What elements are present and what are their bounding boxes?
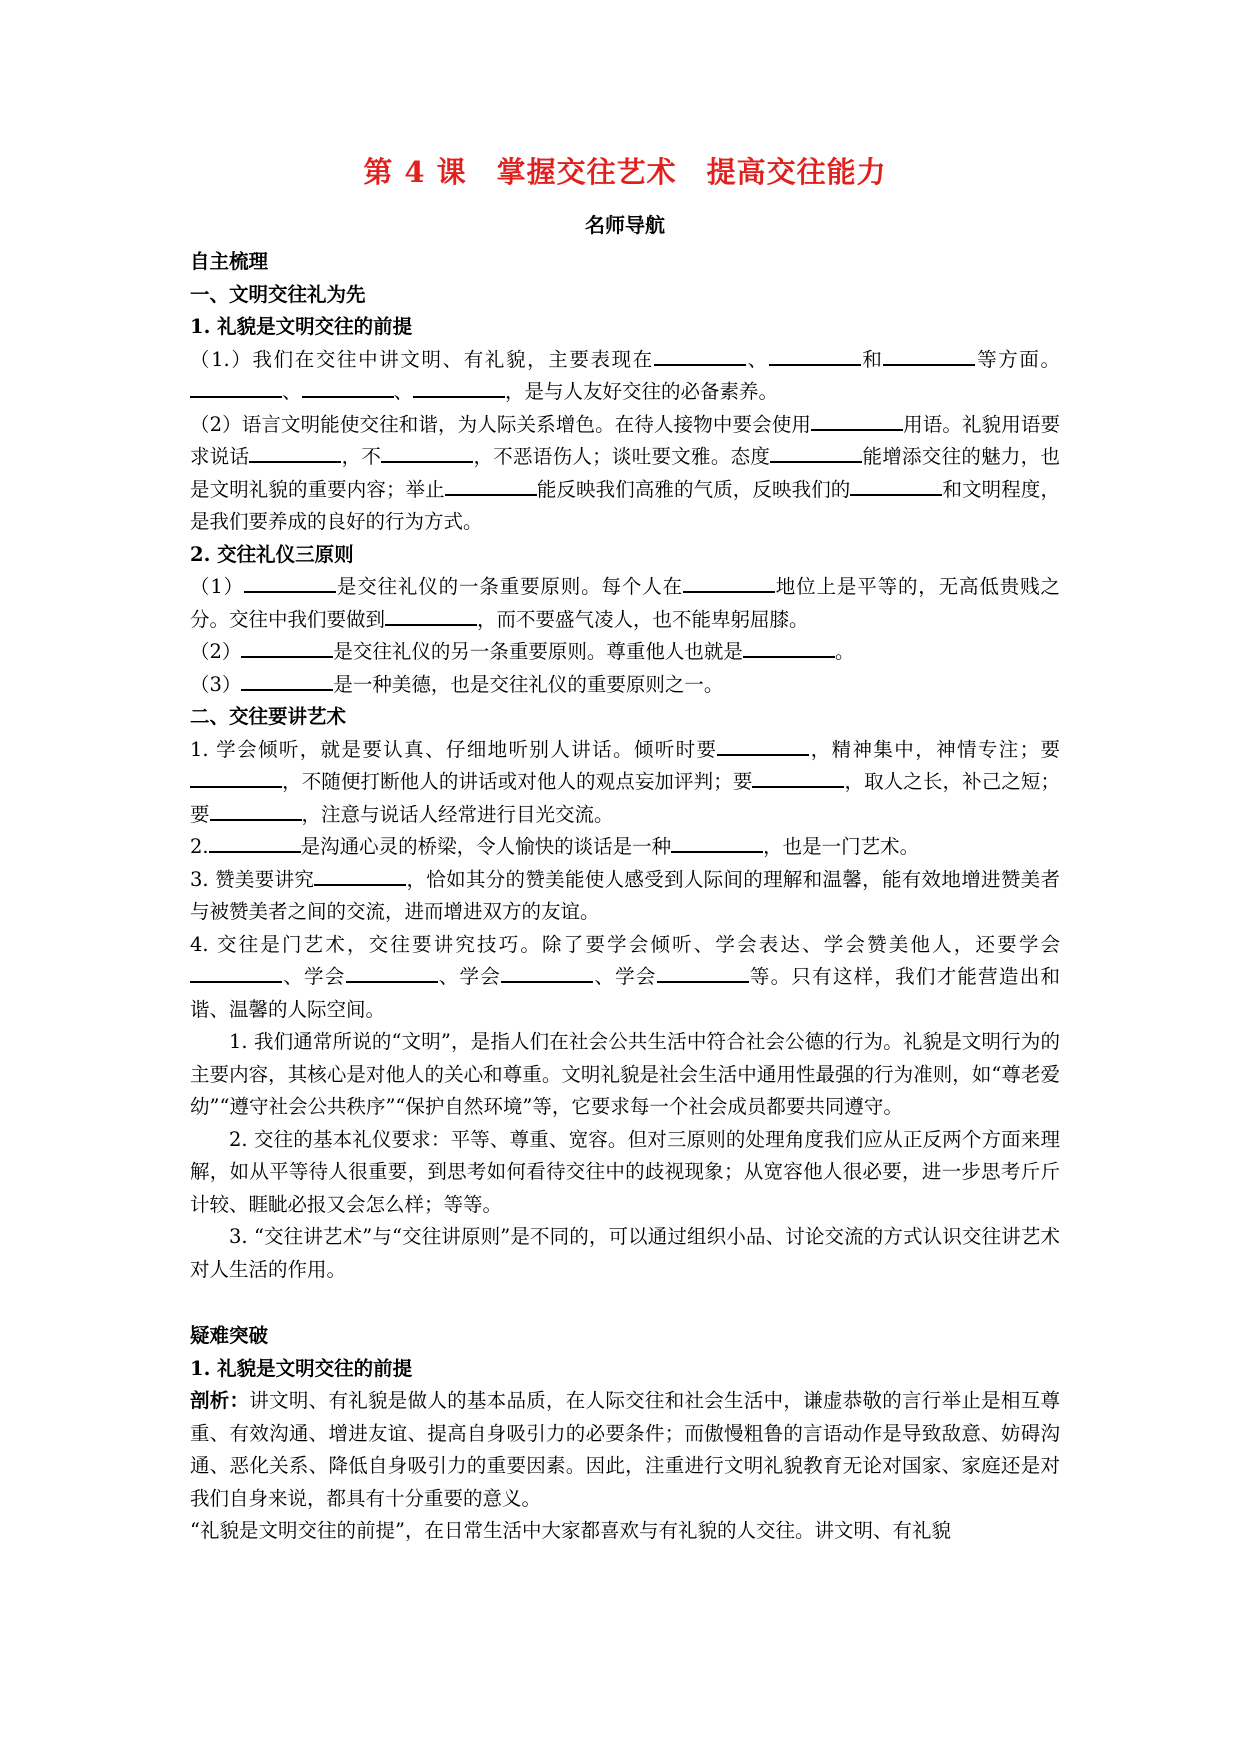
teaching-note-1: 1. 我们通常所说的“文明”，是指人们在社会公共生活中符合社会公德的行为。礼貌是文明行为的主要内容，其核心是对他人的关心和尊重。文明礼貌是社会生活中通用性最强的行为准则，如“尊老爱幼”“遵守社会公共秩序”“保护自然环境”等，它要求每一个社会成员都要共同遵守。 (190, 1030, 1060, 1118)
fill-blank[interactable] (241, 669, 333, 691)
page-subtitle: 名师导航 (585, 213, 665, 237)
fill-blank[interactable] (413, 377, 505, 399)
analysis-text: 讲文明、有礼貌是做人的基本品质，在人际交往和社会生活中，谦虚恭敬的言行举止是相互尊重、有效沟通、增进友谊、提高自身吸引力的必要条件；而傲慢粗鲁的言语动作是导致敌意、妨碍沟通、恶化关系、降低自身吸引力的重要因素。因此，注重进行文明礼貌教育无论对国家、家庭还是对我们自身来说，都具有十分重要的意义。 (190, 1389, 1060, 1510)
fill-blank[interactable] (671, 832, 763, 854)
fill-blank[interactable] (190, 377, 282, 399)
fill-blank[interactable] (385, 604, 477, 626)
document-page (190, 150, 1060, 1548)
fill-blank[interactable] (657, 962, 749, 984)
section-heading-self-study: 自主梳理 (190, 250, 269, 273)
fill-blank[interactable] (717, 734, 809, 756)
paragraph-3-2: 2. 是沟通心灵的桥梁，令人愉快的谈话是一种 ，也是一门艺术。 (190, 831, 1060, 864)
fill-blank[interactable] (209, 832, 301, 854)
fill-blank[interactable] (654, 344, 746, 366)
fill-blank[interactable] (210, 799, 302, 821)
fill-blank[interactable] (302, 377, 394, 399)
paragraph-2-3: （3） 是一种美德，也是交往礼仪的重要原则之一。 (190, 669, 1060, 702)
fill-blank[interactable] (445, 474, 537, 496)
fill-blank[interactable] (346, 962, 438, 984)
teaching-note-3: 3. “交往讲艺术”与“交往讲原则”是不同的，可以通过组织小品、讨论交流的方式认识交往讲艺术对人生活的作用。 (190, 1225, 1060, 1281)
part-heading-1: 一、文明交往礼为先 (190, 282, 366, 306)
subheading-difficulty-1: 1. 礼貌是文明交往的前提 (190, 1356, 413, 1380)
fill-blank[interactable] (743, 637, 835, 659)
fill-blank[interactable] (244, 572, 336, 594)
subheading-1-1: 1. 礼貌是文明交往的前提 (190, 315, 413, 338)
fill-blank[interactable] (770, 442, 862, 464)
section-heading-difficulty: 疑难突破 (190, 1324, 269, 1347)
fill-blank[interactable] (190, 767, 282, 789)
fill-blank[interactable] (190, 962, 282, 984)
paragraph-1-2: （2）语言文明能使交往和谐，为人际关系增色。在待人接物中要会使用 用语。礼貌用语要求说话 ，不 ，不恶语伤人；谈吐要文雅。态度 能增添交往的魅力，也是文明礼貌的重要内容；举止 能反映我们高雅的气质，反映我们的 和文明程度，是我们要养成的良好的行为方式。 (190, 409, 1060, 539)
analysis-paragraph (190, 1385, 1060, 1515)
paragraph-1-1: （1.）我们在交往中讲文明、有礼貌，主要表现在 、 和 等方面。、 、 ，是与人友好交往的必备素养。 (190, 344, 1060, 409)
fill-blank[interactable] (850, 474, 942, 496)
paragraph-3-4: 4. 交往是门艺术，交往要讲究技巧。除了要学会倾听、学会表达、学会赞美他人，还要学会、学会 、学会 、学会 等。只有这样，我们才能营造出和谐、温馨的人际空间。 (190, 932, 1060, 1021)
fill-blank[interactable] (752, 767, 844, 789)
fill-blank[interactable] (769, 344, 861, 366)
fill-blank[interactable] (501, 962, 593, 984)
subheading-1-2: 2. 交往礼仪三原则 (190, 542, 354, 566)
paragraph-3-1: 1. 学会倾听，就是要认真、仔细地听别人讲话。倾听时要 ，精神集中，神情专注；要，不随便打断他人的讲话或对他人的观点妄加评判；要 ，取人之长，补己之短；要 ，注意与说话人经常进行目光交流。 (190, 734, 1060, 832)
fill-blank[interactable] (883, 344, 975, 366)
page-title: 第 4 课 掌握交往艺术 提高交往能力 (363, 155, 887, 189)
closing-paragraph: “礼貌是文明交往的前提”，在日常生活中大家都喜欢与有礼貌的人交往。讲文明、有礼貌 (190, 1519, 951, 1542)
teaching-note-2: 2. 交往的基本礼仪要求：平等、尊重、宽容。但对三原则的处理角度我们应从正反两个方面来理解，如从平等待人很重要，到思考如何看待交往中的歧视现象；从宽容他人很必要，进一步思考斤斤计较、睚眦必报又会怎么样；等等。 (190, 1127, 1060, 1216)
part-heading-2: 二、交往要讲艺术 (190, 705, 347, 728)
fill-blank[interactable] (314, 864, 406, 886)
paragraph-2-1: （1） 是交往礼仪的一条重要原则。每个人在 地位上是平等的，无高低贵贱之分。交往中我们要做到 ，而不要盛气凌人，也不能卑躬屈膝。 (190, 571, 1060, 636)
paragraph-2-2: （2） 是交往礼仪的另一条重要原则。尊重他人也就是 。 (190, 636, 1060, 669)
paragraph-3-3: 3. 赞美要讲究 ，恰如其分的赞美能使人感受到人际间的理解和温馨，能有效地增进赞美者与被赞美者之间的交流，进而增进双方的友谊。 (190, 864, 1060, 929)
fill-blank[interactable] (241, 637, 333, 659)
fill-blank[interactable] (811, 409, 903, 431)
fill-blank[interactable] (381, 442, 473, 464)
fill-blank[interactable] (249, 442, 341, 464)
analysis-label: 剖析： (190, 1389, 250, 1412)
fill-blank[interactable] (683, 572, 775, 594)
